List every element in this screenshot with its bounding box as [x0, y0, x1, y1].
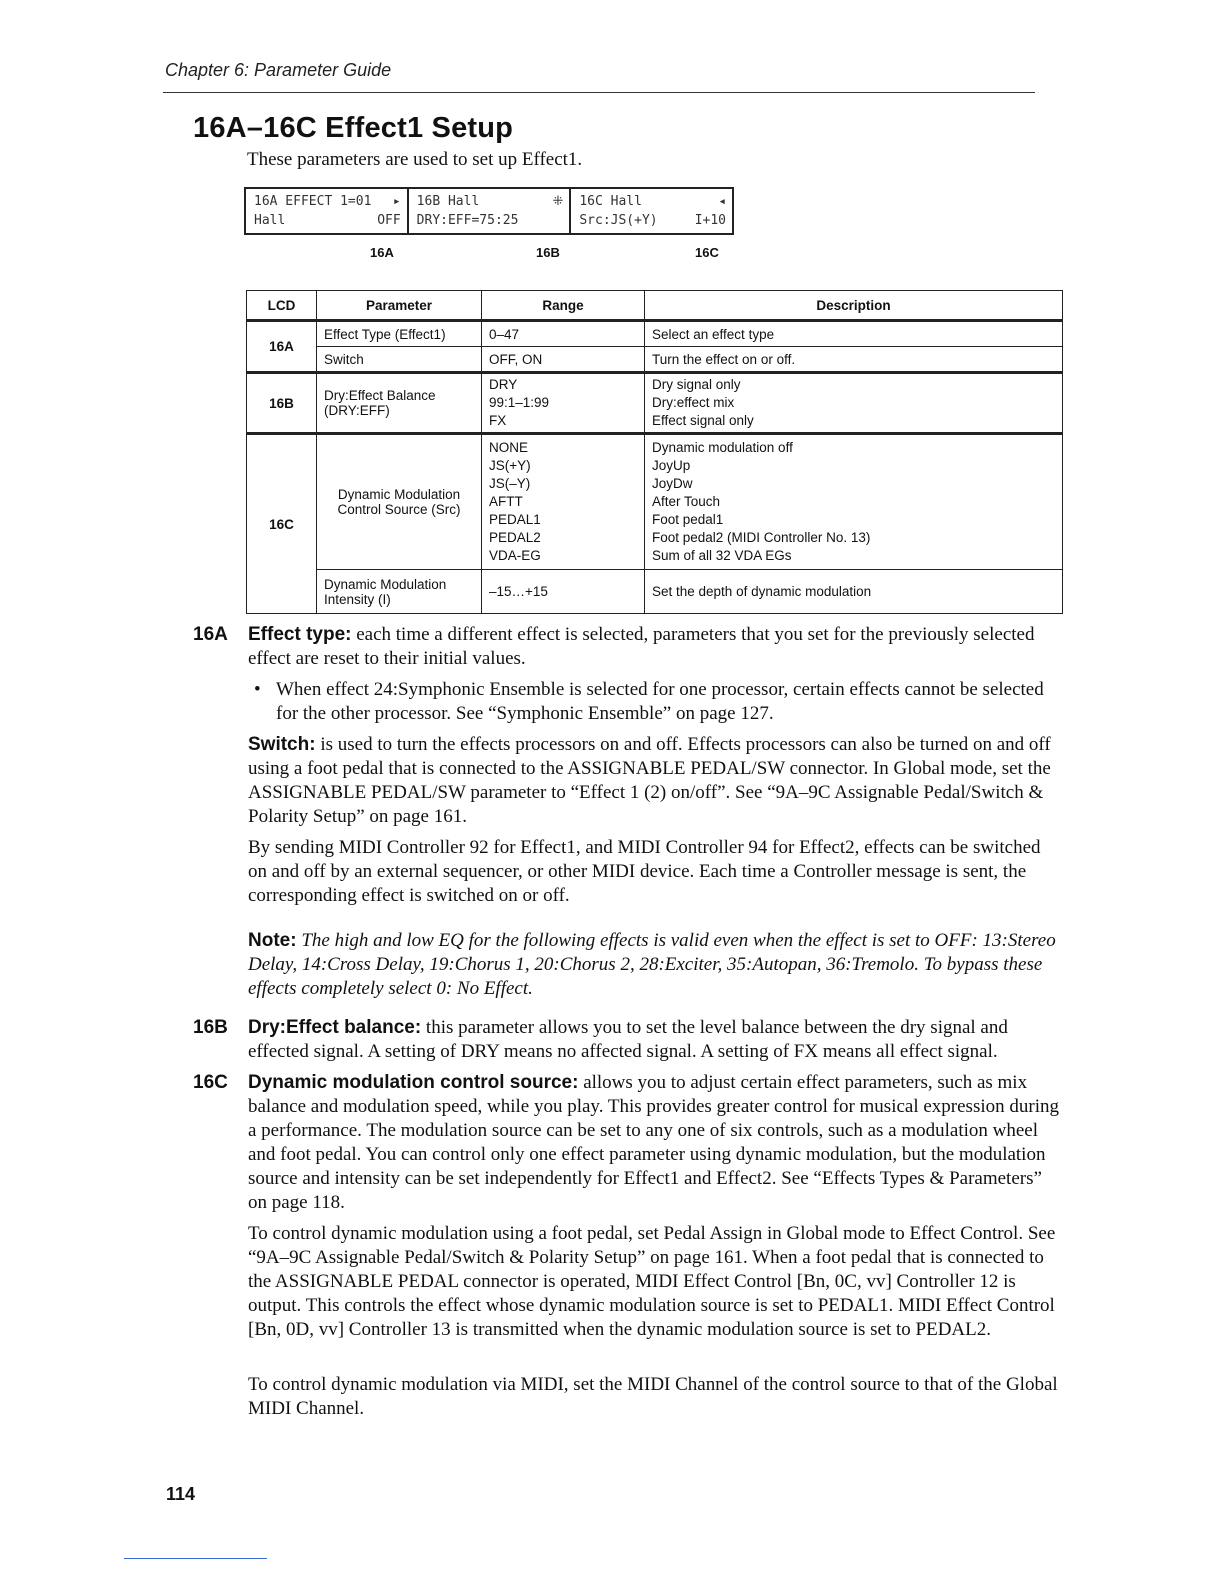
bullet-icon: • — [254, 679, 261, 700]
description-value: Dry signal only — [652, 377, 741, 392]
parameter-cell — [317, 434, 482, 570]
lcd-cursor-icon: ◂ — [718, 194, 727, 209]
parameter-line: Dry:Effect Balance — [324, 388, 436, 403]
header-parameter: Parameter — [317, 291, 482, 321]
lcd-text: 16A EFFECT 1=01 — [254, 194, 372, 209]
lcd-pane-16c — [571, 189, 732, 233]
section-code: 16B — [193, 1017, 228, 1038]
midi-channel-paragraph: To control dynamic modulation via MIDI, set the MIDI Channel of the control source to that of the Global MIDI Channel. — [248, 1374, 1058, 1419]
range-value: JS(+Y) — [489, 458, 531, 473]
intro-text: These parameters are used to set up Effect1. — [247, 149, 583, 170]
page-title: 16A–16C Effect1 Setup — [193, 112, 514, 144]
lcd-label-16c: 16C — [695, 245, 719, 260]
description-value: After Touch — [652, 494, 721, 509]
lcd-pane-16b — [409, 189, 572, 233]
note-text: The high and low EQ for the following effects is valid even when the effect is set to OFF: 13:Stereo Delay, 14:Cross Delay, 19:Chorus 1, 20:Chorus 2, 28:Exciter, 35:Autopan, 36:Tremolo. To bypass these effects completely select 0: No Effect. — [248, 930, 1056, 999]
description-cell — [645, 434, 1063, 570]
range-cell — [482, 373, 645, 434]
table-row — [247, 321, 1063, 347]
parameter-line: Dynamic Modulation — [324, 576, 447, 592]
parameter-cell — [317, 570, 482, 614]
section-paragraph — [248, 1016, 1063, 1064]
header-description: Description — [645, 291, 1063, 321]
range-value: NONE — [489, 440, 529, 455]
lcd-text: I+10 — [694, 213, 727, 228]
section-16c — [193, 1071, 1063, 1215]
lcd-text: 16B Hall — [416, 194, 480, 209]
parameter-cell: Effect Type (Effect1) — [317, 321, 482, 347]
switch-lead: Switch: — [248, 734, 316, 755]
section-text: allows you to adjust certain effect parameters, such as mix balance and modulation speed, while you play. This provides greater control for musical expression during a performance. The modulation source can be set to any one of six controls, such as a modulation wheel and foot pedal. You can control only one effect parameter using dynamic modulation, but the modulation source and intensity can be set independently for Effect1 and Effect2. See “Effects Types & Parameters” on page 118. — [248, 1072, 1059, 1213]
lcd-cursor-icon: ▸ — [392, 194, 401, 209]
section-lead: Dynamic modulation control source: — [248, 1072, 579, 1093]
note-paragraph — [248, 929, 1064, 1001]
range-value: 99:1–1:99 — [489, 395, 550, 410]
table-row — [247, 373, 1063, 434]
table-row — [247, 570, 1063, 614]
lcd-text: 16C Hall — [579, 194, 642, 209]
range-value: PEDAL1 — [489, 512, 541, 527]
lcd-cell: 16B — [247, 373, 317, 434]
description-cell: Set the depth of dynamic modulation — [645, 570, 1063, 614]
lcd-label-16b: 16B — [536, 245, 560, 260]
lcd-pane-16a — [246, 189, 409, 233]
description-cell: Turn the effect on or off. — [645, 347, 1063, 373]
lcd-display — [244, 187, 734, 235]
section-paragraph — [248, 1071, 1063, 1215]
description-value: JoyUp — [652, 458, 691, 473]
bullet-item — [254, 678, 1054, 726]
lcd-cursor-icon: ⁜ — [552, 194, 564, 209]
switch-text: is used to turn the effects processors on and off. Effects processors can also be turned on and off using a foot pedal that is connected to the ASSIGNABLE PEDAL/SW connector. In Global mode, set the ASSIGNABLE PEDAL/SW parameter to “Effect 1 (2) on/off”. See “9A–9C Assignable Pedal/Switch & Polarity Setup” on page 161. — [248, 734, 1051, 827]
range-cell: –15…+15 — [482, 570, 645, 614]
section-lead: Dry:Effect balance: — [248, 1017, 422, 1038]
section-code: 16A — [193, 624, 228, 645]
page-number: 114 — [166, 1484, 196, 1504]
range-cell: 0–47 — [482, 321, 645, 347]
lcd-text: Hall — [254, 213, 286, 228]
description-cell: Select an effect type — [645, 321, 1063, 347]
range-cell: OFF, ON — [482, 347, 645, 373]
header-rule — [163, 92, 1035, 93]
description-cell — [645, 373, 1063, 434]
parameter-cell — [317, 373, 482, 434]
range-value: VDA-EG — [489, 548, 541, 563]
note-lead: Note: — [248, 930, 297, 951]
range-value: DRY — [489, 377, 518, 392]
range-value: JS(–Y) — [489, 476, 531, 491]
parameter-table — [246, 290, 1063, 614]
section-16b — [193, 1016, 1063, 1064]
section-code: 16C — [193, 1072, 228, 1093]
parameter-cell: Switch — [317, 347, 482, 373]
header-range: Range — [482, 291, 645, 321]
parameter-line: Intensity (I) — [324, 591, 391, 607]
range-value: FX — [489, 413, 507, 428]
chapter-header: Chapter 6: Parameter Guide — [165, 60, 392, 80]
range-value: AFTT — [489, 494, 523, 509]
lcd-text: Src:JS(+Y) — [579, 213, 658, 228]
parameter-line: Control Source (Src) — [337, 502, 461, 517]
lcd-label-16a: 16A — [370, 245, 394, 260]
section-text: each time a different effect is selected, parameters that you set for the previously selected effect are reset to their initial values. — [248, 624, 1035, 669]
lcd-text: OFF — [377, 213, 401, 228]
parameter-line: (DRY:EFF) — [324, 403, 390, 418]
range-cell — [482, 434, 645, 570]
table-row — [247, 347, 1063, 373]
footer-rule — [124, 1558, 267, 1559]
section-lead: Effect type: — [248, 624, 352, 645]
lcd-cell: 16C — [247, 434, 317, 614]
section-text: this parameter allows you to set the level balance between the dry signal and effected signal. A setting of DRY means no affected signal. A setting of FX means all effect signal. — [248, 1017, 1008, 1062]
description-value: JoyDw — [652, 476, 693, 491]
parameter-line: Dynamic Modulation — [337, 487, 461, 502]
midi-paragraph: By sending MIDI Controller 92 for Effect1, and MIDI Controller 94 for Effect2, effects can be switched on and off by an external sequencer, or other MIDI device. Each time a Controller message is sent, the corresponding effect is switched on or off. — [248, 837, 1041, 906]
range-value: PEDAL2 — [489, 530, 541, 545]
table-header-row — [247, 291, 1063, 321]
section-16a — [193, 623, 1063, 671]
section-paragraph — [248, 623, 1063, 671]
description-value: Foot pedal1 — [652, 512, 724, 527]
description-value: Dry:effect mix — [652, 395, 735, 410]
description-value: Sum of all 32 VDA EGs — [652, 548, 792, 563]
description-value: Foot pedal2 (MIDI Controller No. 13) — [652, 530, 871, 545]
lcd-cell: 16A — [247, 321, 317, 373]
pedal-paragraph: To control dynamic modulation using a foot pedal, set Pedal Assign in Global mode to Effect Control. See “9A–9C Assignable Pedal/Switch & Polarity Setup” on page 161. When a foot pedal that is connected to the ASSIGNABLE PEDAL connector is operated, MIDI Effect Control [Bn, 0C, vv] Controller 12 is output. This controls the effect whose dynamic modulation source is set to PEDAL1. MIDI Effect Control [Bn, 0D, vv] Controller 13 is transmitted when the dynamic modulation source is set to PEDAL2. — [248, 1223, 1056, 1340]
header-lcd: LCD — [247, 291, 317, 321]
description-value: Effect signal only — [652, 413, 754, 428]
switch-paragraph — [248, 733, 1064, 829]
description-value: Dynamic modulation off — [652, 440, 793, 455]
bullet-text: When effect 24:Symphonic Ensemble is selected for one processor, certain effects cannot be selected for the other processor. See “Symphonic Ensemble” on page 127. — [276, 679, 1044, 724]
table-row — [247, 434, 1063, 570]
lcd-text: DRY:EFF=75:25 — [416, 213, 519, 228]
